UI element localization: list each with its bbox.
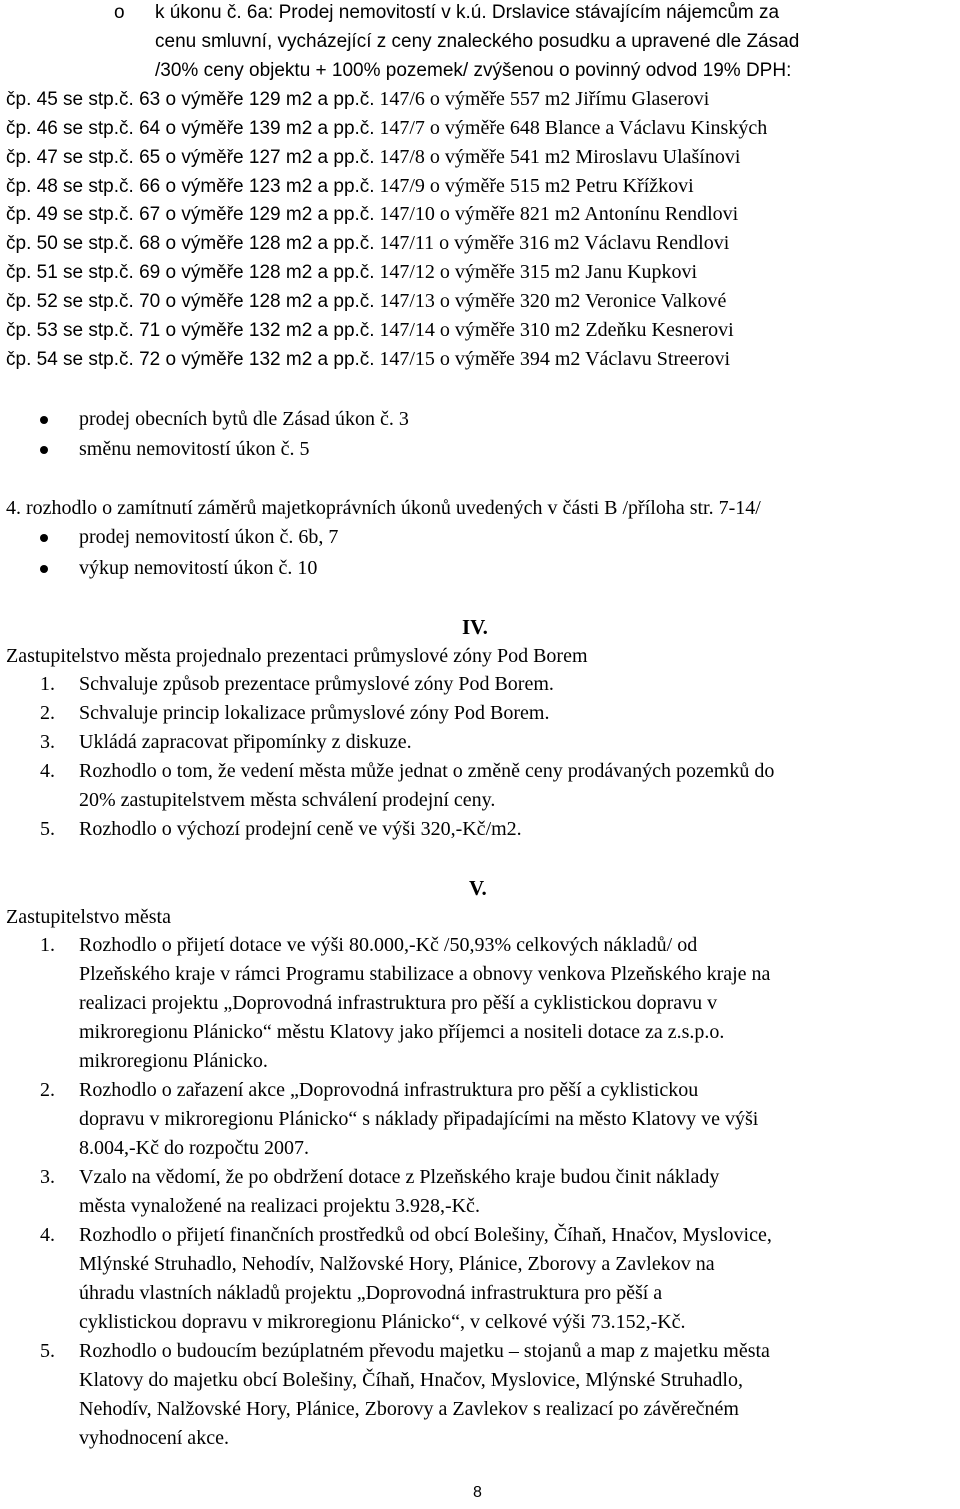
bullet-icon (40, 565, 48, 573)
property-line (6, 231, 729, 256)
bullet-icon (40, 416, 48, 424)
property-owner: 147/9 o výměře 515 m2 Petru Křížkovi (379, 175, 694, 197)
property-parcel: čp. 45 se stp.č. 63 o výměře 129 m2 a pp.č. (6, 89, 375, 110)
property-line (6, 116, 767, 141)
list-text: mikroregionu Plánicko. (79, 1050, 268, 1072)
list-text: města vynaložené na realizaci projektu 3.928,-Kč. (79, 1195, 480, 1217)
property-owner: 147/10 o výměře 821 m2 Antonínu Rendlovi (379, 203, 739, 225)
list-text: Rozhodlo o přijetí finančních prostředků od obcí Bolešiny, Číhaň, Hnačov, Myslovice, (79, 1224, 772, 1246)
list-number: 1. (40, 934, 55, 956)
list-number: 2. (40, 1079, 55, 1101)
list-text: Plzeňského kraje v rámci Programu stabilizace a obnovy venkova Plzeňského kraje na (79, 963, 771, 985)
section-v-intro: Zastupitelstvo města (6, 906, 171, 928)
list-text: Rozhodlo o zařazení akce „Doprovodná infrastruktura pro pěší a cyklistickou (79, 1079, 699, 1101)
list-number: 4. (40, 1224, 55, 1246)
bullet-text: směnu nemovitostí úkon č. 5 (79, 438, 310, 460)
bullet-text: výkup nemovitostí úkon č. 10 (79, 557, 318, 579)
list-text: Mlýnské Struhadlo, Nehodív, Nalžovské Hory, Plánice, Zborovy a Zavlekov na (79, 1253, 715, 1275)
list-text: Rozhodlo o budoucím bezúplatném převodu majetku – stojanů a map z majetku města (79, 1340, 770, 1362)
bullet-text: prodej obecních bytů dle Zásad úkon č. 3 (79, 408, 409, 430)
bullet-item (0, 437, 960, 461)
intro-line: cenu smluvní, vycházející z ceny znaleckého posudku a upravené dle Zásad (155, 31, 800, 52)
property-parcel: čp. 49 se stp.č. 67 o výměře 129 m2 a pp.č. (6, 204, 375, 225)
property-line (6, 87, 709, 112)
property-parcel: čp. 54 se stp.č. 72 o výměře 132 m2 a pp.č. (6, 349, 375, 370)
property-line (6, 318, 734, 343)
list-text: cyklistickou dopravu v mikroregionu Plánicko“, v celkové výši 73.152,-Kč. (79, 1311, 686, 1333)
bullet-item (0, 525, 960, 549)
list-text: Vzalo na vědomí, že po obdržení dotace z Plzeňského kraje budou činit náklady (79, 1166, 720, 1188)
property-owner: 147/14 o výměře 310 m2 Zdeňku Kesnerovi (379, 319, 734, 341)
property-line (6, 174, 694, 199)
property-line (6, 145, 740, 170)
list-marker: o (114, 2, 125, 23)
list-text: dopravu v mikroregionu Plánicko“ s náklady připadajícími na město Klatovy ve výši (79, 1108, 759, 1130)
list-number: 5. (40, 818, 55, 840)
list-text: Ukládá zapracovat připomínky z diskuze. (79, 731, 412, 753)
list-text: mikroregionu Plánicko“ městu Klatovy jako příjemci a nositeli dotace za z.s.p.o. (79, 1021, 725, 1043)
list-text: Rozhodlo o přijetí dotace ve výši 80.000,-Kč /50,93% celkových nákladů/ od (79, 934, 698, 956)
bullet-text: prodej nemovitostí úkon č. 6b, 7 (79, 526, 339, 548)
list-text: Schvaluje způsob prezentace průmyslové zóny Pod Borem. (79, 673, 554, 695)
property-owner: 147/6 o výměře 557 m2 Jiřímu Glaserovi (379, 88, 710, 110)
list-text: 8.004,-Kč do rozpočtu 2007. (79, 1137, 309, 1159)
section-heading-iv: IV. (462, 615, 488, 639)
decision-item-4: 4. rozhodlo o zamítnutí záměrů majetkoprávních úkonů uvedených v části B /příloha str. 7-14/ (6, 497, 761, 519)
list-number: 3. (40, 1166, 55, 1188)
property-parcel: čp. 46 se stp.č. 64 o výměře 139 m2 a pp.č. (6, 118, 375, 139)
list-number: 5. (40, 1340, 55, 1362)
bullet-icon (40, 534, 48, 542)
list-number: 1. (40, 673, 55, 695)
property-owner: 147/15 o výměře 394 m2 Václavu Streerovi (379, 348, 731, 370)
property-parcel: čp. 51 se stp.č. 69 o výměře 128 m2 a pp.č. (6, 262, 375, 283)
property-parcel: čp. 53 se stp.č. 71 o výměře 132 m2 a pp.č. (6, 320, 375, 341)
list-number: 3. (40, 731, 55, 753)
bullet-icon (40, 446, 48, 454)
property-parcel: čp. 47 se stp.č. 65 o výměře 127 m2 a pp.č. (6, 147, 375, 168)
property-line (6, 347, 730, 372)
list-text: 20% zastupitelstvem města schválení prodejní ceny. (79, 789, 496, 811)
property-parcel: čp. 48 se stp.č. 66 o výměře 123 m2 a pp.č. (6, 176, 375, 197)
property-owner: 147/7 o výměře 648 Blance a Václavu Kinských (379, 117, 768, 139)
list-number: 4. (40, 760, 55, 782)
section-heading-v: V. (469, 876, 487, 900)
page-number: 8 (473, 1484, 482, 1501)
property-parcel: čp. 52 se stp.č. 70 o výměře 128 m2 a pp.č. (6, 291, 375, 312)
property-line (6, 202, 738, 227)
list-number: 2. (40, 702, 55, 724)
property-parcel: čp. 50 se stp.č. 68 o výměře 128 m2 a pp.č. (6, 233, 375, 254)
list-text: Klatovy do majetku obcí Bolešiny, Číhaň, Hnačov, Myslovice, Mlýnské Struhadlo, (79, 1369, 743, 1391)
property-owner: 147/13 o výměře 320 m2 Veronice Valkové (379, 290, 727, 312)
list-text: realizaci projektu „Doprovodná infrastruktura pro pěší a cyklistickou dopravu v (79, 992, 718, 1014)
intro-line: k úkonu č. 6a: Prodej nemovitostí v k.ú. Drslavice stávajícím nájemcům za (155, 2, 780, 23)
property-owner: 147/12 o výměře 315 m2 Janu Kupkovi (379, 261, 698, 283)
property-line (6, 260, 697, 285)
list-text: Schvaluje princip lokalizace průmyslové zóny Pod Borem. (79, 702, 550, 724)
list-text: Rozhodlo o tom, že vedení města může jednat o změně ceny prodávaných pozemků do (79, 760, 775, 782)
list-text: úhradu vlastních nákladů projektu „Doprovodná infrastruktura pro pěší a (79, 1282, 663, 1304)
intro-line: /30% ceny objektu + 100% pozemek/ zvýšenou o povinný odvod 19% DPH: (155, 60, 792, 81)
list-text: vyhodnocení akce. (79, 1427, 229, 1449)
property-line (6, 289, 726, 314)
property-owner: 147/8 o výměře 541 m2 Miroslavu Ulašínovi (379, 146, 741, 168)
list-text: Nehodív, Nalžovské Hory, Plánice, Zborovy a Zavlekov s realizací po závěrečném (79, 1398, 739, 1420)
bullet-item (0, 407, 960, 431)
property-owner: 147/11 o výměře 316 m2 Václavu Rendlovi (379, 232, 730, 254)
list-text: Rozhodlo o výchozí prodejní ceně ve výši 320,-Kč/m2. (79, 818, 522, 840)
bullet-item (0, 556, 960, 580)
section-iv-intro: Zastupitelstvo města projednalo prezentaci průmyslové zóny Pod Borem (6, 645, 588, 667)
